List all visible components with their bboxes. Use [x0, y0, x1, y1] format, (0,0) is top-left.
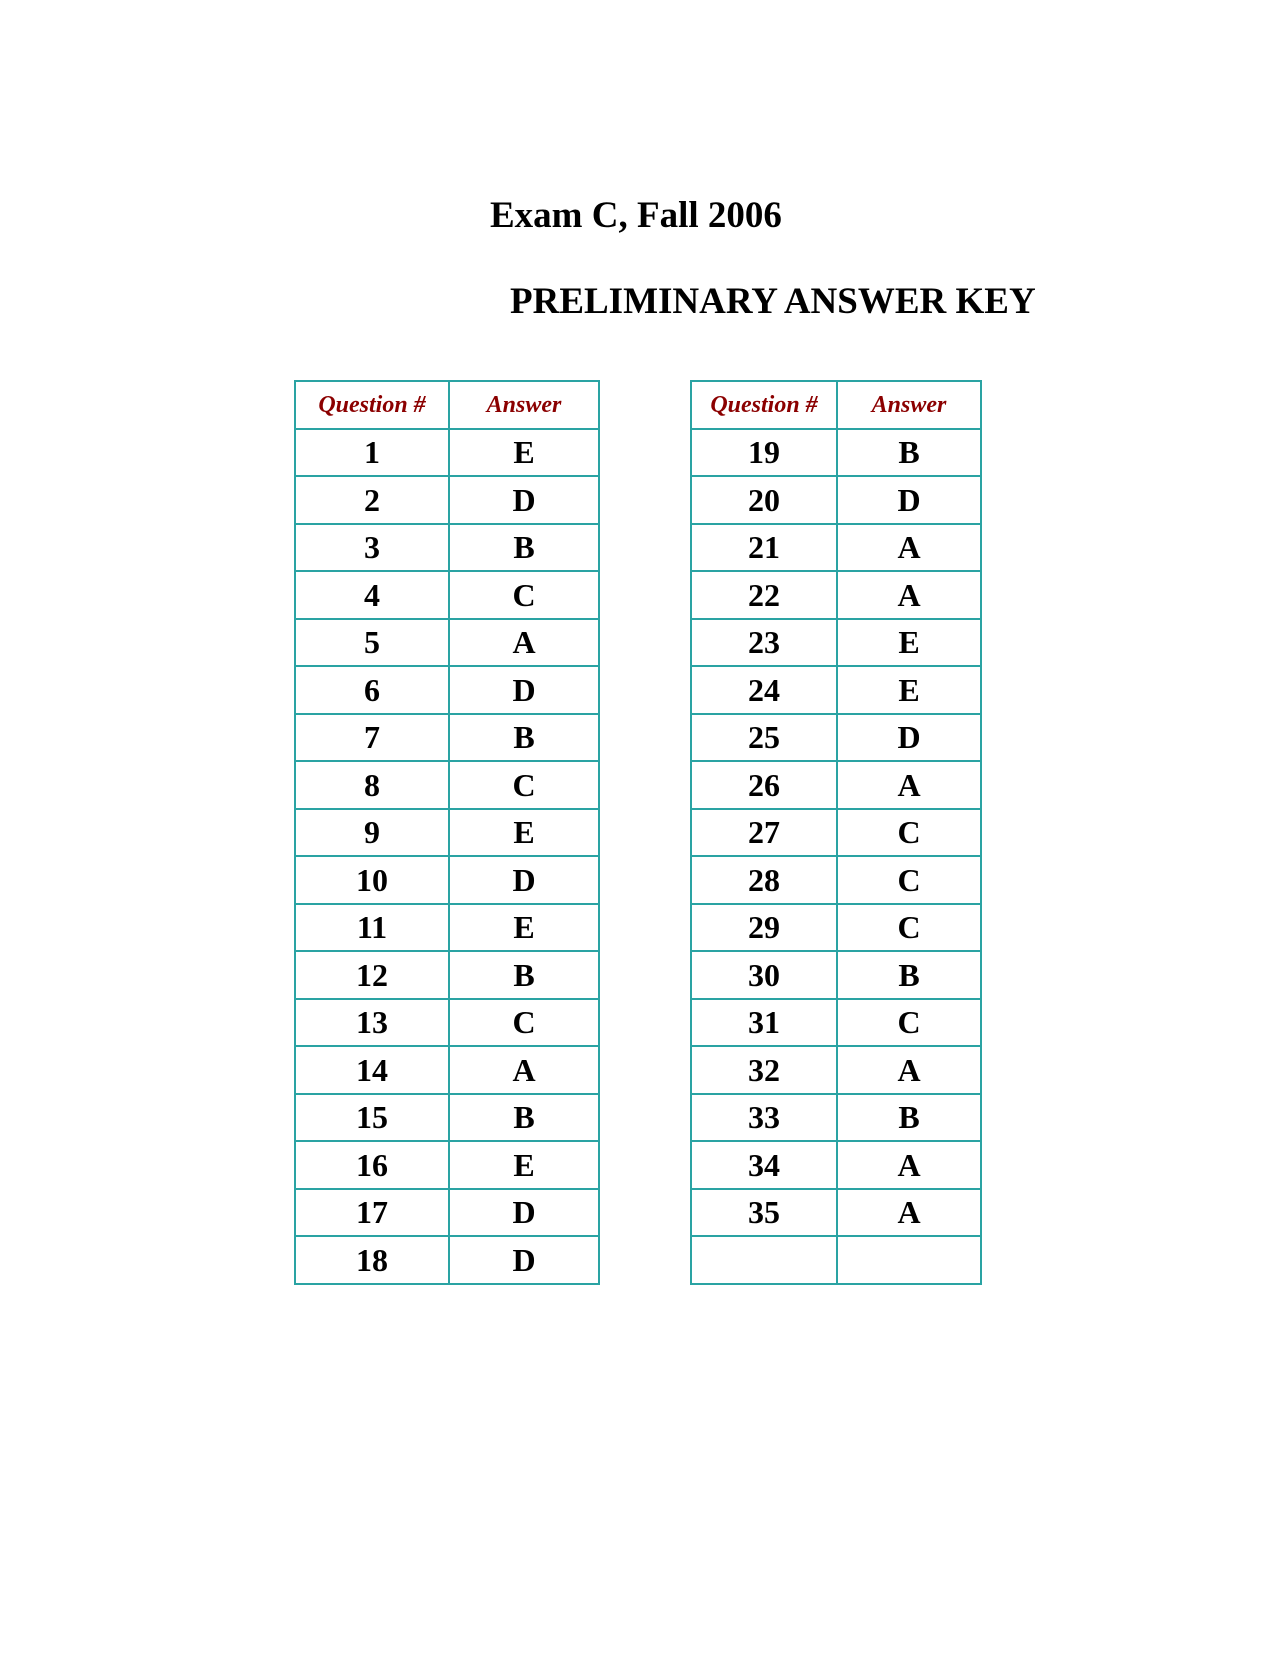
question-number: 32 [691, 1046, 837, 1094]
answer-letter: D [449, 856, 599, 904]
answer-letter: E [449, 809, 599, 857]
table-row [691, 856, 981, 904]
question-number: 31 [691, 999, 837, 1047]
table-row [295, 904, 599, 952]
table-row [691, 904, 981, 952]
question-number: 12 [295, 951, 449, 999]
answer-letter: C [837, 856, 981, 904]
question-number: 23 [691, 619, 837, 667]
table-row [295, 761, 599, 809]
question-number: 29 [691, 904, 837, 952]
table-row [295, 1141, 599, 1189]
question-number: 3 [295, 524, 449, 572]
answer-letter: A [837, 571, 981, 619]
table-row [691, 1094, 981, 1142]
answer-letter: B [837, 429, 981, 477]
question-number: 25 [691, 714, 837, 762]
question-number: 26 [691, 761, 837, 809]
question-number: 4 [295, 571, 449, 619]
question-number: 17 [295, 1189, 449, 1237]
question-number: 22 [691, 571, 837, 619]
answer-letter: A [837, 761, 981, 809]
table-row [691, 1189, 981, 1237]
question-number: 33 [691, 1094, 837, 1142]
answer-header: Answer [837, 381, 981, 429]
question-header: Question # [691, 381, 837, 429]
table-row [295, 571, 599, 619]
table-row [691, 999, 981, 1047]
table-row [691, 761, 981, 809]
question-number: 2 [295, 476, 449, 524]
question-number: 30 [691, 951, 837, 999]
question-number [691, 1236, 837, 1284]
table-header-row [295, 381, 599, 429]
table-row [691, 809, 981, 857]
question-number: 6 [295, 666, 449, 714]
table-row [295, 1094, 599, 1142]
question-number: 34 [691, 1141, 837, 1189]
table-row [295, 951, 599, 999]
answer-letter: E [837, 619, 981, 667]
answer-table-left [294, 380, 600, 1285]
question-number: 11 [295, 904, 449, 952]
answer-letter: D [449, 1236, 599, 1284]
table-row [295, 429, 599, 477]
answer-letter: C [837, 809, 981, 857]
question-number: 14 [295, 1046, 449, 1094]
table-row [295, 666, 599, 714]
question-number: 24 [691, 666, 837, 714]
answer-letter [837, 1236, 981, 1284]
table-row [691, 1141, 981, 1189]
question-number: 19 [691, 429, 837, 477]
question-number: 35 [691, 1189, 837, 1237]
answer-letter: A [449, 1046, 599, 1094]
answer-letter: C [449, 571, 599, 619]
answer-letter: E [449, 904, 599, 952]
table-row [691, 1046, 981, 1094]
table-row [295, 1236, 599, 1284]
table-row [691, 476, 981, 524]
table-row [295, 1046, 599, 1094]
question-number: 8 [295, 761, 449, 809]
answer-letter: C [449, 999, 599, 1047]
answer-letter: A [837, 1046, 981, 1094]
answer-letter: A [837, 524, 981, 572]
table-row [295, 619, 599, 667]
answer-letter: D [837, 476, 981, 524]
answer-letter: E [449, 429, 599, 477]
answer-table-right [690, 380, 982, 1285]
answer-letter: A [837, 1141, 981, 1189]
answer-letter: B [449, 714, 599, 762]
answer-letter: B [449, 1094, 599, 1142]
answer-letter: D [837, 714, 981, 762]
question-number: 5 [295, 619, 449, 667]
question-number: 13 [295, 999, 449, 1047]
question-number: 28 [691, 856, 837, 904]
answer-header: Answer [449, 381, 599, 429]
answer-rows [295, 429, 599, 1284]
answer-letter: C [449, 761, 599, 809]
question-number: 27 [691, 809, 837, 857]
table-row [691, 524, 981, 572]
table-row [295, 714, 599, 762]
answer-letter: D [449, 666, 599, 714]
answer-letter: B [837, 1094, 981, 1142]
table-row [691, 429, 981, 477]
question-number: 18 [295, 1236, 449, 1284]
table-row [295, 524, 599, 572]
question-number: 10 [295, 856, 449, 904]
answer-letter: B [449, 951, 599, 999]
table-row [295, 999, 599, 1047]
page-subtitle: PRELIMINARY ANSWER KEY [510, 281, 1036, 322]
question-header: Question # [295, 381, 449, 429]
answer-letter: B [449, 524, 599, 572]
answer-letter: D [449, 476, 599, 524]
answer-letter: B [837, 951, 981, 999]
table-row [691, 951, 981, 999]
table-row [691, 714, 981, 762]
table-row [691, 619, 981, 667]
question-number: 7 [295, 714, 449, 762]
answer-letter: C [837, 904, 981, 952]
question-number: 9 [295, 809, 449, 857]
table-row [295, 809, 599, 857]
answer-letter: E [449, 1141, 599, 1189]
answer-letter: A [837, 1189, 981, 1237]
page-title: Exam C, Fall 2006 [490, 195, 782, 236]
question-number: 1 [295, 429, 449, 477]
answer-letter: D [449, 1189, 599, 1237]
question-number: 21 [691, 524, 837, 572]
table-row [295, 1189, 599, 1237]
table-row [295, 476, 599, 524]
table-row [295, 856, 599, 904]
answer-letter: E [837, 666, 981, 714]
question-number: 20 [691, 476, 837, 524]
question-number: 16 [295, 1141, 449, 1189]
table-header-row [691, 381, 981, 429]
answer-letter: A [449, 619, 599, 667]
table-row [691, 1236, 981, 1284]
table-row [691, 571, 981, 619]
table-row [691, 666, 981, 714]
question-number: 15 [295, 1094, 449, 1142]
answer-letter: C [837, 999, 981, 1047]
answer-rows [691, 429, 981, 1284]
